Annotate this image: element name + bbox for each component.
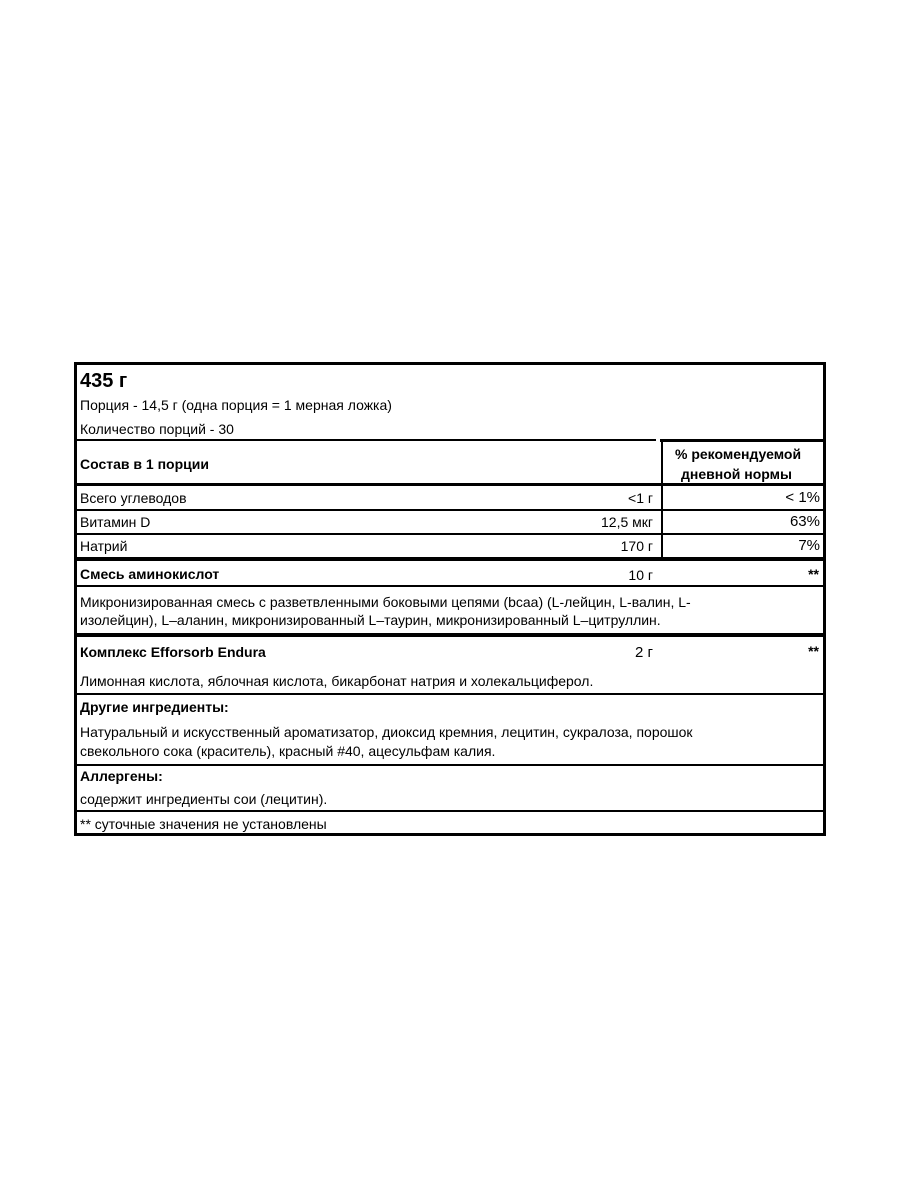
footnote: ** суточные значения не установлены — [80, 816, 327, 832]
header-divider-right — [660, 439, 823, 442]
nutrient-amount-carbs: <1 г — [628, 490, 653, 506]
nutrient-name-sodium: Натрий — [80, 538, 128, 554]
complex-name: Комплекс Efforsorb Endura — [80, 644, 266, 660]
nutrient-name-carbs: Всего углеводов — [80, 490, 187, 506]
other-ingredients-line2: свекольного сока (краситель), красный #40, ацесульфам калия. — [80, 743, 496, 759]
amino-name: Смесь аминокислот — [80, 566, 220, 582]
composition-heading: Состав в 1 порции — [80, 456, 209, 472]
table-head-divider — [77, 483, 823, 486]
row-divider — [77, 533, 823, 535]
complex-amount: 2 г — [635, 644, 653, 661]
row-divider — [77, 585, 823, 587]
serving-size: Порция - 14,5 г (одна порция = 1 мерная ложка) — [80, 397, 392, 413]
dv-column-divider — [661, 441, 663, 561]
nutrient-name-vitd: Витамин D — [80, 514, 151, 530]
nutrition-label — [74, 362, 826, 836]
complex-desc: Лимонная кислота, яблочная кислота, бикарбонат натрия и холекальциферол. — [80, 673, 594, 689]
section-divider — [77, 764, 823, 766]
amino-dv: ** — [808, 566, 819, 582]
section-divider — [77, 693, 823, 695]
amino-desc-line2: изолейцин), L–аланин, микронизированный L–таурин, микронизированный L–цитруллин. — [80, 612, 661, 628]
allergens-title: Аллергены: — [80, 768, 163, 784]
row-divider — [77, 509, 823, 511]
other-ingredients-line1: Натуральный и искусственный ароматизатор, диоксид кремния, лецитин, сукралоза, порошок — [80, 724, 693, 740]
section-divider — [77, 810, 823, 812]
header-divider — [77, 439, 656, 441]
servings-count: Количество порций - 30 — [80, 421, 234, 437]
dv-heading-line1: % рекомендуемой — [675, 446, 802, 462]
section-divider — [77, 633, 823, 637]
nutrient-amount-vitd: 12,5 мкг — [601, 514, 653, 530]
section-divider — [77, 557, 823, 561]
dv-heading-line2: дневной нормы — [681, 466, 792, 482]
nutrient-dv-sodium: 7% — [798, 537, 820, 554]
net-weight: 435 г — [80, 370, 128, 392]
other-ingredients-title: Другие ингредиенты: — [80, 699, 229, 715]
complex-dv: ** — [808, 643, 819, 659]
amino-amount: 10 г — [628, 567, 653, 583]
nutrient-dv-carbs: < 1% — [785, 489, 820, 506]
nutrient-dv-vitd: 63% — [789, 513, 820, 530]
amino-desc-line1: Микронизированная смесь с разветвленными боковыми цепями (bcaa) (L-лейцин, L-валин, L- — [80, 594, 691, 610]
nutrient-amount-sodium: 170 г — [620, 538, 653, 554]
allergens-text: содержит ингредиенты сои (лецитин). — [80, 791, 328, 807]
